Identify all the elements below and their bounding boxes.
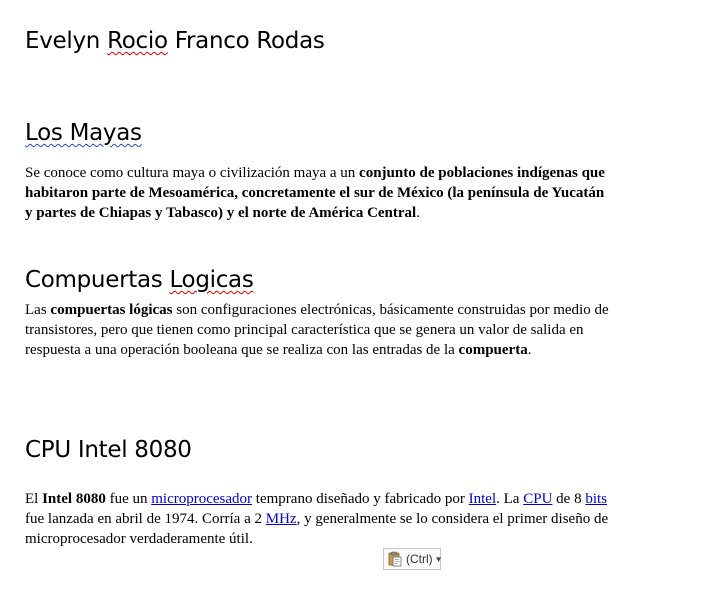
link-bits[interactable]: bits bbox=[585, 491, 608, 507]
link-cpu[interactable]: CPU bbox=[523, 491, 553, 507]
heading-cpu-intel: CPU Intel 8080 bbox=[25, 437, 192, 463]
link-mhz[interactable]: MHz bbox=[265, 511, 297, 527]
heading-compuertas: Compuertas Logicas bbox=[25, 267, 254, 293]
paragraph-mayas: Se conoce como cultura maya o civilización maya a un conjunto de poblaciones indígenas que habitaron parte de Mesoamérica, concretamente el sur de México (la península de Yucatán y partes de Chiapas y Tabasco) y el norte de América Central. bbox=[25, 165, 605, 221]
paragraph-compuertas: Las compuertas lógicas son configuraciones electrónicas, básicamente construidas por medio de transistores, pero que tienen como principal característica que se genera un valor de salida en respuesta a una operación booleana que se realiza con las entradas de la compuerta. bbox=[25, 302, 609, 358]
heading-los-mayas bbox=[25, 120, 142, 146]
author-first: Evelyn bbox=[25, 28, 108, 54]
author-rest: Franco Rodas bbox=[167, 28, 325, 54]
chevron-down-icon: ▼ bbox=[434, 554, 443, 564]
link-microprocesador[interactable]: microprocesador bbox=[151, 491, 253, 507]
misspelled-word[interactable]: Logicas bbox=[169, 267, 254, 293]
paste-options-button[interactable] bbox=[383, 548, 441, 570]
author-name bbox=[25, 28, 325, 54]
paste-options-label: (Ctrl) bbox=[406, 552, 433, 566]
grammar-flagged-heading[interactable]: Los Mayas bbox=[25, 120, 142, 146]
link-intel[interactable]: Intel bbox=[468, 491, 497, 507]
misspelled-word[interactable]: Rocio bbox=[107, 28, 168, 54]
paragraph-cpu: El Intel 8080 fue un microprocesador temprano diseñado y fabricado por Intel. La CPU de 8 bits fue lanzada en abril de 1974. Corría a 2 MHz, y generalmente se lo considera el primer diseño de microprocesador verdaderamente útil. bbox=[25, 491, 609, 547]
clipboard-icon bbox=[387, 551, 403, 567]
